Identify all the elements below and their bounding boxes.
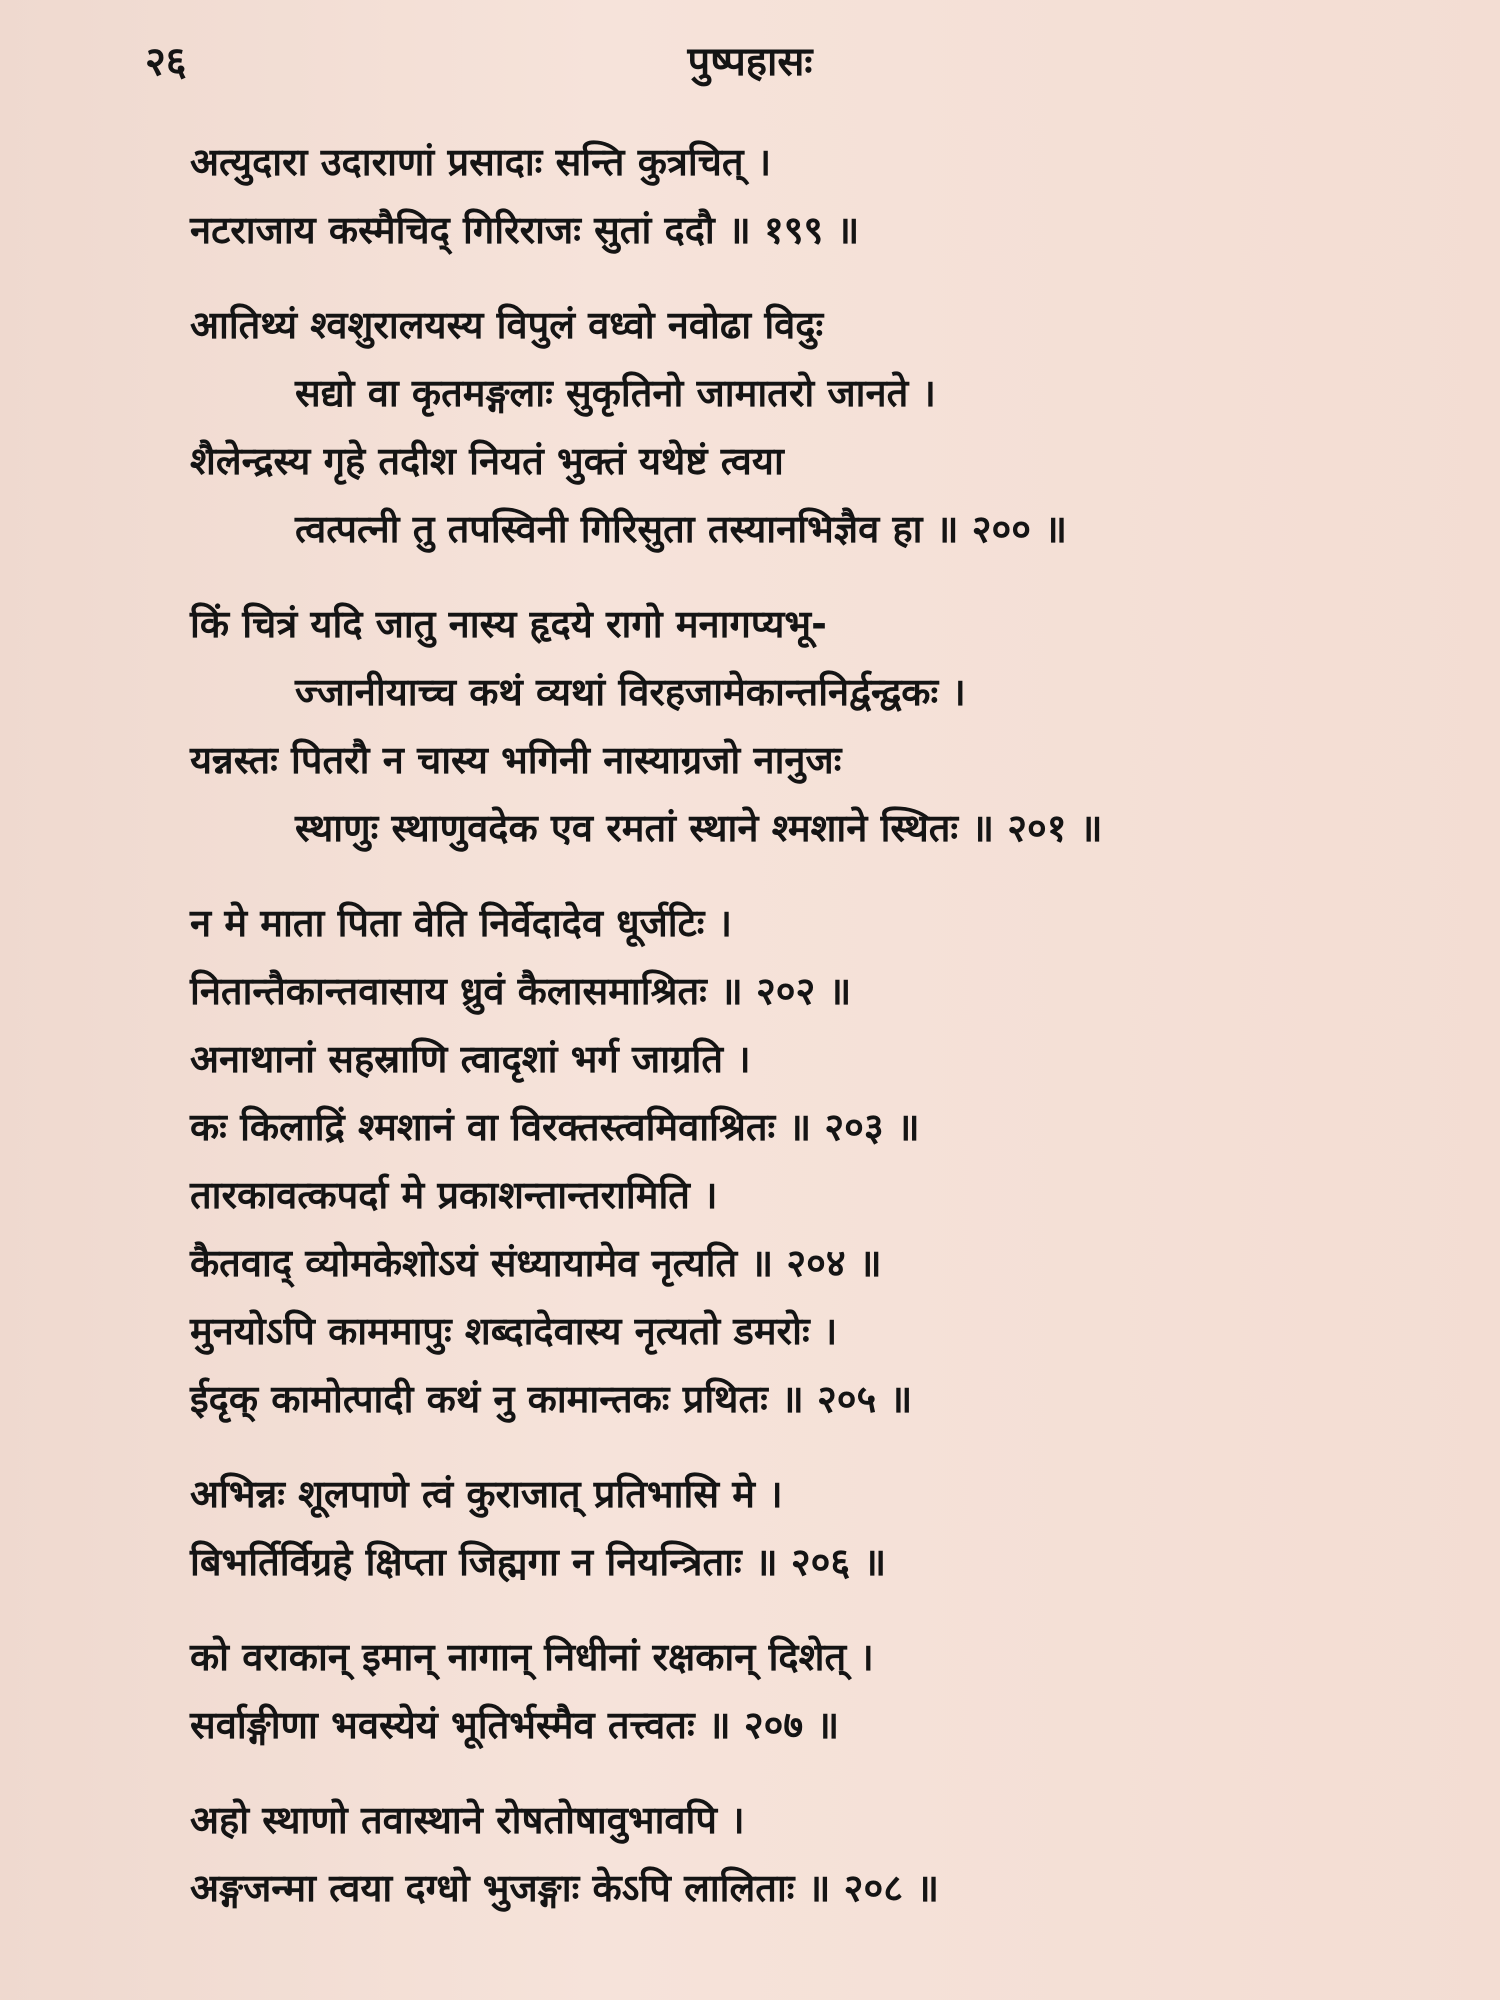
verse-line: यन्नस्तः पितरौ न चास्य भगिनी नास्याग्रजो नानुजः — [190, 738, 842, 782]
verse-line: बिभर्तिर्विग्रहे क्षिप्ता जिह्मगा न नियन्त्रिताः ॥ २०६ ॥ — [190, 1540, 887, 1584]
verse-line: न मे माता पिता वेति निर्वेदादेव धूर्जटिः । — [190, 901, 733, 945]
verse-line: को वराकान् इमान् नागान् निधीनां रक्षकान् दिशेत् । — [190, 1635, 874, 1679]
verse-line: अत्युदारा उदाराणां प्रसादाः सन्ति कुत्रचित् । — [190, 140, 772, 184]
verse-line: आतिथ्यं श्वशुरालयस्य विपुलं वध्वो नवोढा विदुः — [190, 303, 824, 347]
verse-line: अनाथानां सहस्राणि त्वादृशां भर्ग जाग्रति । — [190, 1037, 751, 1081]
verse-block — [190, 1786, 1330, 1922]
verse-line: मुनयोऽपि काममापुः शब्दादेवास्य नृत्यतो डमरोः । — [190, 1309, 838, 1353]
verse-line: कैतवाद् व्योमकेशोऽयं संध्यायामेव नृत्यति ॥ २०४ ॥ — [190, 1241, 882, 1285]
verse-line: त्वत्पत्नी तु तपस्विनी गिरिसुता तस्यानभिज्ञैव हा ॥ २०० ॥ — [295, 507, 1068, 551]
page-number: २६ — [145, 39, 187, 85]
verse-block — [190, 889, 1330, 1433]
verse-block — [190, 291, 1330, 563]
verse-line: सद्यो वा कृतमङ्गलाः सुकृतिनो जामातरो जानते । — [295, 371, 936, 415]
verse-line: किं चित्रं यदि जातु नास्य हृदये रागो मनागप्यभू- — [190, 602, 827, 646]
verse-block — [190, 590, 1330, 862]
verse-list — [190, 128, 1330, 1949]
verse-line: ज्जानीयाच्च कथं व्यथां विरहजामेकान्तनिर्द्वन्द्वकः । — [295, 670, 966, 714]
verse-line: स्थाणुः स्थाणुवदेक एव रमतां स्थाने श्मशाने स्थितः ॥ २०१ ॥ — [295, 806, 1103, 850]
verse-line: नितान्तैकान्तवासाय ध्रुवं कैलासमाश्रितः ॥ २०२ ॥ — [190, 969, 852, 1013]
verse-line: ईदृक् कामोत्पादी कथं नु कामान्तकः प्रथितः ॥ २०५ ॥ — [190, 1377, 913, 1421]
verse-block — [190, 1623, 1330, 1759]
verse-line: तारकावत्कपर्दा मे प्रकाशन्तान्तरामिति । — [190, 1173, 718, 1217]
verse-line: अहो स्थाणो तवास्थाने रोषतोषावुभावपि । — [190, 1798, 745, 1842]
verse-block — [190, 1460, 1330, 1596]
verse-line: अङ्गजन्मा त्वया दग्धो भुजङ्गाः केऽपि लालिताः ॥ २०८ ॥ — [190, 1866, 939, 1910]
verse-line: नटराजाय कस्मैचिद् गिरिराजः सुतां ददौ ॥ १९९ ॥ — [190, 208, 860, 252]
verse-line: शैलेन्द्रस्य गृहे तदीश नियतं भुक्तं यथेष्टं त्वया — [190, 439, 784, 483]
running-head: पुष्पहासः — [687, 39, 813, 85]
page-header — [0, 32, 1500, 92]
verse-line: सर्वाङ्गीणा भवस्येयं भूतिर्भस्मैव तत्त्वतः ॥ २०७ ॥ — [190, 1703, 840, 1747]
verse-block — [190, 128, 1330, 264]
verse-line: कः किलाद्रिं श्मशानं वा विरक्तस्त्वमिवाश्रितः ॥ २०३ ॥ — [190, 1105, 920, 1149]
verse-line: अभिन्नः शूलपाणे त्वं कुराजात् प्रतिभासि मे । — [190, 1472, 783, 1516]
